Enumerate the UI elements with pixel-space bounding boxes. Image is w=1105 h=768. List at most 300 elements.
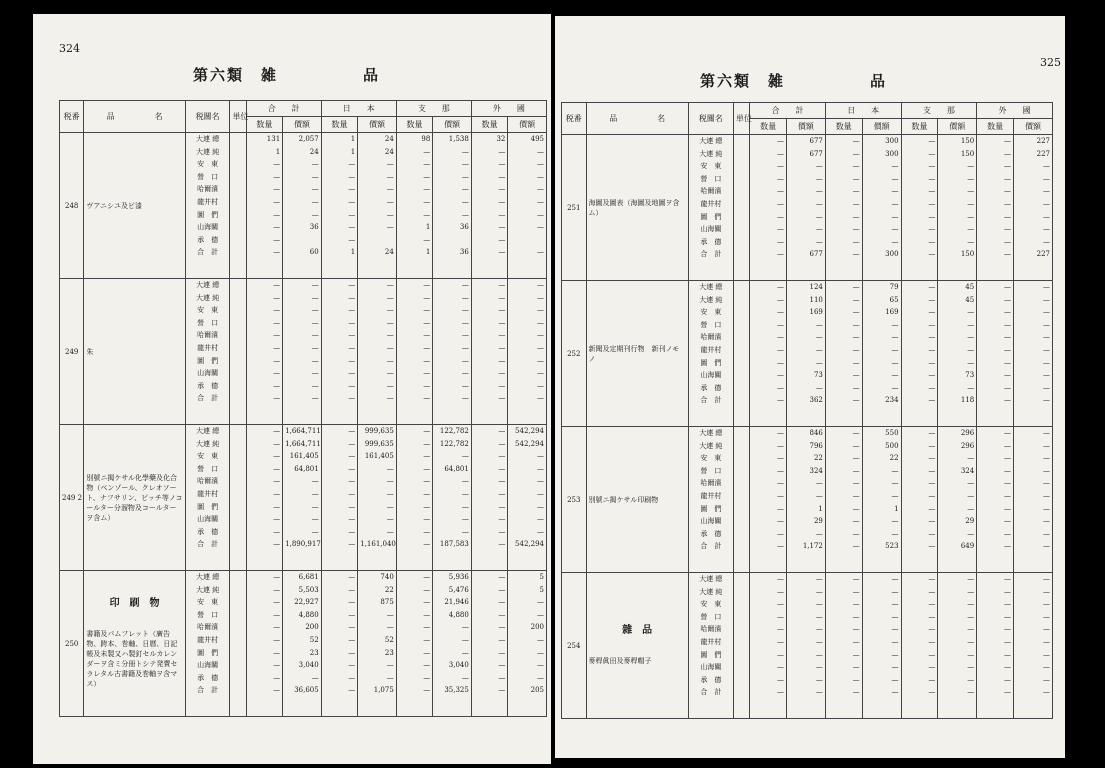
item-code: 249 2 — [60, 425, 84, 571]
quantity-value: — — [498, 452, 506, 461]
value-amount: — — [815, 383, 823, 392]
value-amount: 118 — [960, 396, 975, 405]
value-amount: — — [537, 502, 544, 511]
value-amount: — — [386, 172, 394, 181]
value-amount: — — [1043, 225, 1050, 234]
quantity-value: — — [1004, 383, 1012, 392]
value-amount: — — [815, 345, 823, 354]
customs-name: 山海關 — [197, 515, 219, 524]
quantity-value: — — [423, 343, 431, 352]
value-amount: — — [461, 381, 469, 390]
quantity-value: — — [928, 187, 936, 196]
quantity-value: — — [852, 149, 860, 158]
customs-name: 安 東 — [700, 454, 722, 463]
quantity-value: — — [498, 623, 506, 632]
quantity-value: — — [928, 333, 936, 342]
item-name — [84, 133, 185, 279]
customs-name: 合 計 — [197, 686, 219, 695]
value-amount: — — [1043, 199, 1050, 208]
customs-name: 安 東 — [700, 162, 722, 171]
quantity-value: — — [423, 331, 431, 340]
value-amount: — — [815, 650, 823, 659]
customs-name: 龍井村 — [197, 197, 219, 206]
table-row — [562, 573, 1053, 719]
value-amount: — — [386, 673, 394, 682]
quantity-value: — — [273, 464, 281, 473]
quantity-value: — — [777, 345, 784, 354]
value-amount: — — [891, 650, 899, 659]
value-amount: — — [1043, 479, 1050, 488]
foreign-value — [1014, 135, 1053, 281]
quantity-value: — — [928, 517, 936, 526]
quantity-value: — — [498, 235, 506, 244]
quantity-value: — — [423, 281, 431, 289]
quantity-value: — — [348, 197, 356, 206]
quantity-value: — — [852, 637, 860, 646]
value-amount: — — [815, 225, 823, 234]
value-amount: 1 — [894, 504, 899, 513]
value-amount: — — [311, 293, 319, 302]
customs-name: 營 口 — [197, 464, 219, 473]
value-amount: — — [311, 489, 319, 498]
quantity-value: — — [423, 452, 431, 461]
quantity-value: — — [852, 137, 860, 145]
quantity-value: — — [852, 625, 860, 634]
quantity-value: — — [348, 464, 356, 473]
value-amount: — — [1043, 688, 1050, 697]
value-amount: 5 — [539, 585, 544, 594]
value-amount: — — [461, 502, 469, 511]
value-amount: — — [967, 688, 975, 697]
quantity-value: — — [498, 427, 506, 435]
quantity-value: — — [852, 612, 860, 621]
header-total: 合 計 — [750, 103, 826, 119]
value-amount: 36 — [309, 223, 319, 232]
value-amount: — — [891, 663, 899, 672]
china-value — [938, 573, 977, 719]
value-amount: 45 — [965, 295, 975, 304]
customs-name: 承 德 — [197, 673, 219, 682]
value-amount: — — [815, 575, 823, 583]
value-amount: — — [537, 223, 544, 232]
quantity-value: — — [1004, 308, 1012, 317]
value-amount: — — [891, 688, 899, 697]
total-value — [283, 571, 322, 717]
customs-name: 營 口 — [700, 466, 722, 475]
quantity-value: — — [777, 429, 784, 437]
item-name — [586, 135, 688, 281]
china-quantity — [396, 279, 433, 425]
value-amount: — — [967, 479, 975, 488]
china-quantity — [901, 573, 938, 719]
customs-name: 營 口 — [700, 174, 722, 183]
quantity-value: — — [423, 623, 431, 632]
value-amount: — — [386, 464, 394, 473]
total-quantity — [246, 571, 283, 717]
value-amount: — — [537, 172, 544, 181]
value-amount: — — [967, 587, 975, 596]
value-amount: — — [537, 147, 544, 156]
china-value — [938, 135, 977, 281]
table-row — [562, 281, 1053, 427]
quantity-value: — — [928, 149, 936, 158]
customs-name: 山海關 — [197, 223, 219, 232]
value-amount: 64,801 — [294, 464, 319, 473]
value-amount: — — [311, 172, 319, 181]
item-code: 249 — [60, 279, 84, 425]
quantity-value: — — [498, 527, 506, 536]
quantity-value: — — [777, 454, 784, 463]
quantity-value: — — [348, 502, 356, 511]
value-amount: 1,890,917 — [285, 540, 321, 549]
value-amount: — — [891, 637, 899, 646]
quantity-value: — — [928, 250, 936, 259]
value-amount: — — [537, 306, 544, 315]
quantity-value: — — [1004, 625, 1012, 634]
value-amount: — — [311, 318, 319, 327]
value-amount: — — [815, 600, 823, 609]
quantity-value: — — [273, 210, 281, 219]
china-value — [938, 427, 977, 573]
table-row — [60, 279, 547, 425]
value-amount: — — [537, 331, 544, 340]
quantity-value: — — [348, 160, 356, 169]
quantity-value: — — [852, 663, 860, 672]
total-quantity — [246, 133, 283, 279]
value-amount: 36,605 — [294, 686, 319, 695]
value-amount: — — [1043, 529, 1050, 538]
quantity-value: — — [928, 504, 936, 513]
value-amount: — — [311, 343, 319, 352]
value-amount: 150 — [960, 250, 975, 259]
quantity-value: — — [498, 502, 506, 511]
quantity-value: — — [1004, 429, 1012, 437]
quantity-value: — — [348, 648, 356, 657]
value-amount: 21,946 — [444, 598, 469, 607]
quantity-value: — — [423, 439, 431, 448]
quantity-value: — — [852, 295, 860, 304]
customs-name: 大連 總 — [699, 575, 723, 583]
value-amount — [435, 234, 469, 247]
quantity-value: — — [928, 454, 936, 463]
quantity-value: — — [852, 688, 860, 697]
value-amount: — — [386, 394, 394, 403]
value-amount: — — [967, 612, 975, 621]
header-customs: 税關名 — [688, 103, 733, 135]
value-amount: — — [461, 147, 469, 156]
value-amount: — — [1043, 625, 1050, 634]
quantity-value: — — [423, 381, 431, 390]
quantity-value: — — [777, 237, 784, 246]
quantity-value: — — [423, 686, 431, 695]
quantity-value: — — [498, 585, 506, 594]
quantity-value: — — [498, 598, 506, 607]
quantity-value: — — [348, 293, 356, 302]
customs-name: 圖 們 — [700, 650, 722, 659]
quantity-value: — — [498, 661, 506, 670]
value-amount: — — [1043, 600, 1050, 609]
quantity-value: — — [777, 225, 784, 234]
quantity-value: — — [1004, 600, 1012, 609]
foreign-quantity — [471, 425, 508, 571]
customs-list — [185, 571, 230, 717]
quantity-value: — — [423, 673, 431, 682]
header-row — [60, 101, 547, 117]
quantity-value: — — [1004, 199, 1012, 208]
quantity-value: — — [273, 515, 281, 524]
value-amount: — — [1043, 454, 1050, 463]
value-amount: — — [967, 454, 975, 463]
value-amount: 52 — [384, 635, 394, 644]
header-unit: 単位 — [733, 103, 749, 135]
quantity-value: — — [777, 650, 784, 659]
quantity-value: — — [423, 197, 431, 206]
customs-list — [185, 279, 230, 425]
header-qty: 数量 — [396, 117, 433, 133]
quantity-value: — — [852, 517, 860, 526]
quantity-value: — — [777, 320, 784, 329]
unit-cell — [733, 135, 749, 281]
quantity-value: — — [273, 293, 281, 302]
value-amount: — — [461, 306, 469, 315]
value-amount: — — [967, 237, 975, 246]
quantity-value: — — [348, 427, 356, 435]
customs-name: 合 計 — [700, 542, 722, 551]
quantity-value: — — [423, 648, 431, 657]
quantity-value: — — [348, 623, 356, 632]
quantity-value: — — [498, 223, 506, 232]
quantity-value: — — [852, 199, 860, 208]
value-amount: — — [967, 663, 975, 672]
foreign-value — [508, 279, 547, 425]
value-amount: 1,664,711 — [285, 439, 321, 448]
value-amount: — — [311, 527, 319, 536]
value-amount: 24 — [384, 147, 394, 156]
value-amount: 169 — [885, 308, 899, 317]
customs-name: 山海關 — [197, 661, 219, 670]
quantity-value: — — [852, 283, 860, 291]
quantity-value: — — [928, 137, 936, 145]
quantity-value: — — [1004, 650, 1012, 659]
quantity-value: — — [1004, 441, 1012, 450]
value-amount: — — [537, 369, 544, 378]
item-name-text: 別號ニ揭ケサル化學藥及化合物（ベンゾール、クレオソート、ナフサリン、ピッチ等ノコールター分溜物及コールターヲ含ム） — [86, 473, 183, 522]
item-name-text: 海圖及圖表（海圖及地圖ヲ含ム） — [588, 198, 680, 217]
header-qty: 数量 — [750, 119, 787, 135]
value-amount: — — [311, 185, 319, 194]
quantity-value: — — [1004, 517, 1012, 526]
customs-name: 山海關 — [700, 225, 722, 234]
customs-name: 營 口 — [700, 612, 722, 621]
header-unit: 単位 — [230, 101, 246, 133]
value-amount: — — [815, 612, 823, 621]
value-amount: 124 — [809, 283, 823, 291]
quantity-value: — — [498, 293, 506, 302]
value-amount — [360, 234, 394, 247]
customs-name: 山海關 — [700, 663, 722, 672]
quantity-value: — — [423, 160, 431, 169]
value-amount: — — [386, 489, 394, 498]
customs-list — [185, 425, 230, 571]
customs-name: 大連 純 — [196, 585, 220, 594]
quantity-value: — — [423, 502, 431, 511]
value-amount: — — [1043, 308, 1050, 317]
value-amount: 24 — [384, 248, 394, 257]
quantity-value: — — [1004, 454, 1012, 463]
quantity-value: — — [928, 199, 936, 208]
quantity-value: — — [348, 527, 356, 536]
quantity-value: — — [273, 610, 281, 619]
customs-name: 龍井村 — [197, 343, 219, 352]
quantity-value: — — [498, 439, 506, 448]
value-amount: — — [386, 210, 394, 219]
quantity-value: — — [852, 441, 860, 450]
customs-name: 山海關 — [197, 369, 219, 378]
value-amount: — — [386, 318, 394, 327]
quantity-value: — — [348, 585, 356, 594]
right-page — [555, 16, 1065, 758]
section-heading: 雜 品 — [622, 624, 653, 636]
quantity-value: — — [498, 489, 506, 498]
value-amount: — — [967, 575, 975, 583]
customs-name: 山海關 — [700, 517, 722, 526]
item-code: 252 — [562, 281, 587, 427]
japan-value — [358, 279, 397, 425]
value-amount: — — [891, 212, 899, 221]
foreign-quantity — [977, 573, 1014, 719]
value-amount: 200 — [530, 623, 544, 632]
quantity-value: — — [928, 162, 936, 171]
quantity-value: — — [348, 394, 356, 403]
quantity-value: — — [498, 331, 506, 340]
quantity-value: 98 — [421, 135, 431, 143]
value-amount: — — [1043, 441, 1050, 450]
value-amount: 296 — [960, 429, 975, 437]
customs-name: 哈爾濱 — [700, 479, 722, 488]
quantity-value: — — [498, 356, 506, 365]
quantity-value: — — [273, 573, 281, 581]
value-amount: — — [461, 197, 469, 206]
value-amount: — — [815, 663, 823, 672]
value-amount: 5 — [539, 573, 544, 581]
quantity-value: — — [348, 635, 356, 644]
foreign-quantity — [977, 281, 1014, 427]
quantity-value: — — [1004, 174, 1012, 183]
customs-name: 圖 們 — [197, 356, 219, 365]
unit-cell — [230, 425, 246, 571]
unit-cell — [733, 281, 749, 427]
total-value — [787, 427, 826, 573]
quantity-value: — — [928, 529, 936, 538]
value-amount: — — [1043, 491, 1050, 500]
quantity-value: — — [498, 573, 506, 581]
header-code: 税番 — [562, 103, 587, 135]
value-amount: — — [1043, 320, 1050, 329]
value-amount: — — [891, 529, 899, 538]
value-amount: — — [1043, 358, 1050, 367]
value-amount: — — [815, 675, 823, 684]
value-amount: 65 — [889, 295, 899, 304]
customs-name: 圖 們 — [197, 502, 219, 511]
quantity-value: 1 — [425, 223, 431, 232]
value-amount: 227 — [1036, 149, 1050, 158]
quantity-value: — — [498, 648, 506, 657]
value-amount: 23 — [384, 648, 394, 657]
header-china: 支 那 — [396, 101, 471, 117]
value-amount: 2,057 — [298, 135, 319, 143]
value-amount — [510, 234, 544, 247]
value-amount: — — [311, 477, 319, 486]
value-amount: — — [1043, 187, 1050, 196]
quantity-value: — — [852, 466, 860, 475]
quantity-value: — — [273, 540, 281, 549]
value-amount: — — [537, 673, 544, 682]
item-name-text: 麥稈眞田及麥稈帽子 — [588, 656, 652, 665]
value-amount: — — [967, 174, 975, 183]
quantity-value: — — [928, 308, 936, 317]
value-amount: — — [311, 356, 319, 365]
quantity-value: — — [498, 464, 506, 473]
japan-quantity — [825, 427, 862, 573]
customs-name: 哈爾濱 — [700, 625, 722, 634]
customs-name: 龍井村 — [700, 491, 722, 500]
value-amount: — — [1043, 542, 1050, 551]
quantity-value: — — [423, 293, 431, 302]
customs-name: 安 東 — [197, 598, 219, 607]
value-amount: — — [386, 515, 394, 524]
value-amount: — — [461, 623, 469, 632]
china-quantity — [901, 135, 938, 281]
value-amount: 1,172 — [802, 542, 823, 551]
total-quantity — [246, 425, 283, 571]
value-amount: — — [1043, 237, 1050, 246]
item-code: 253 — [562, 427, 587, 573]
value-amount: — — [461, 293, 469, 302]
quantity-value: — — [498, 147, 506, 156]
customs-name: 龍井村 — [700, 199, 722, 208]
quantity-value: — — [1004, 333, 1012, 342]
value-amount: — — [891, 600, 899, 609]
quantity-value: — — [273, 452, 281, 461]
value-amount: — — [967, 225, 975, 234]
customs-name: 營 口 — [197, 610, 219, 619]
value-amount: — — [537, 635, 544, 644]
value-amount: — — [967, 675, 975, 684]
quantity-value: — — [777, 625, 784, 634]
quantity-value: — — [852, 650, 860, 659]
quantity-value: — — [423, 185, 431, 194]
item-name-text: 別號ニ揭ケサル印刷物 — [588, 495, 659, 504]
customs-name: 大連 總 — [196, 281, 220, 289]
customs-name: 大連 總 — [196, 427, 220, 435]
value-amount: — — [1043, 396, 1050, 405]
header-qty: 数量 — [471, 117, 508, 133]
value-amount: — — [461, 172, 469, 181]
customs-name: 大連 純 — [699, 149, 723, 158]
value-amount: — — [461, 281, 469, 289]
quantity-value: — — [777, 187, 784, 196]
japan-value — [862, 281, 901, 427]
table-row — [562, 135, 1053, 281]
quantity-value: 1 — [425, 248, 431, 257]
quantity-value: — — [777, 504, 784, 513]
value-amount: — — [815, 479, 823, 488]
value-amount: 362 — [809, 396, 823, 405]
china-value — [433, 571, 472, 717]
quantity-value: — — [852, 575, 860, 583]
total-value — [283, 425, 322, 571]
japan-value — [862, 573, 901, 719]
